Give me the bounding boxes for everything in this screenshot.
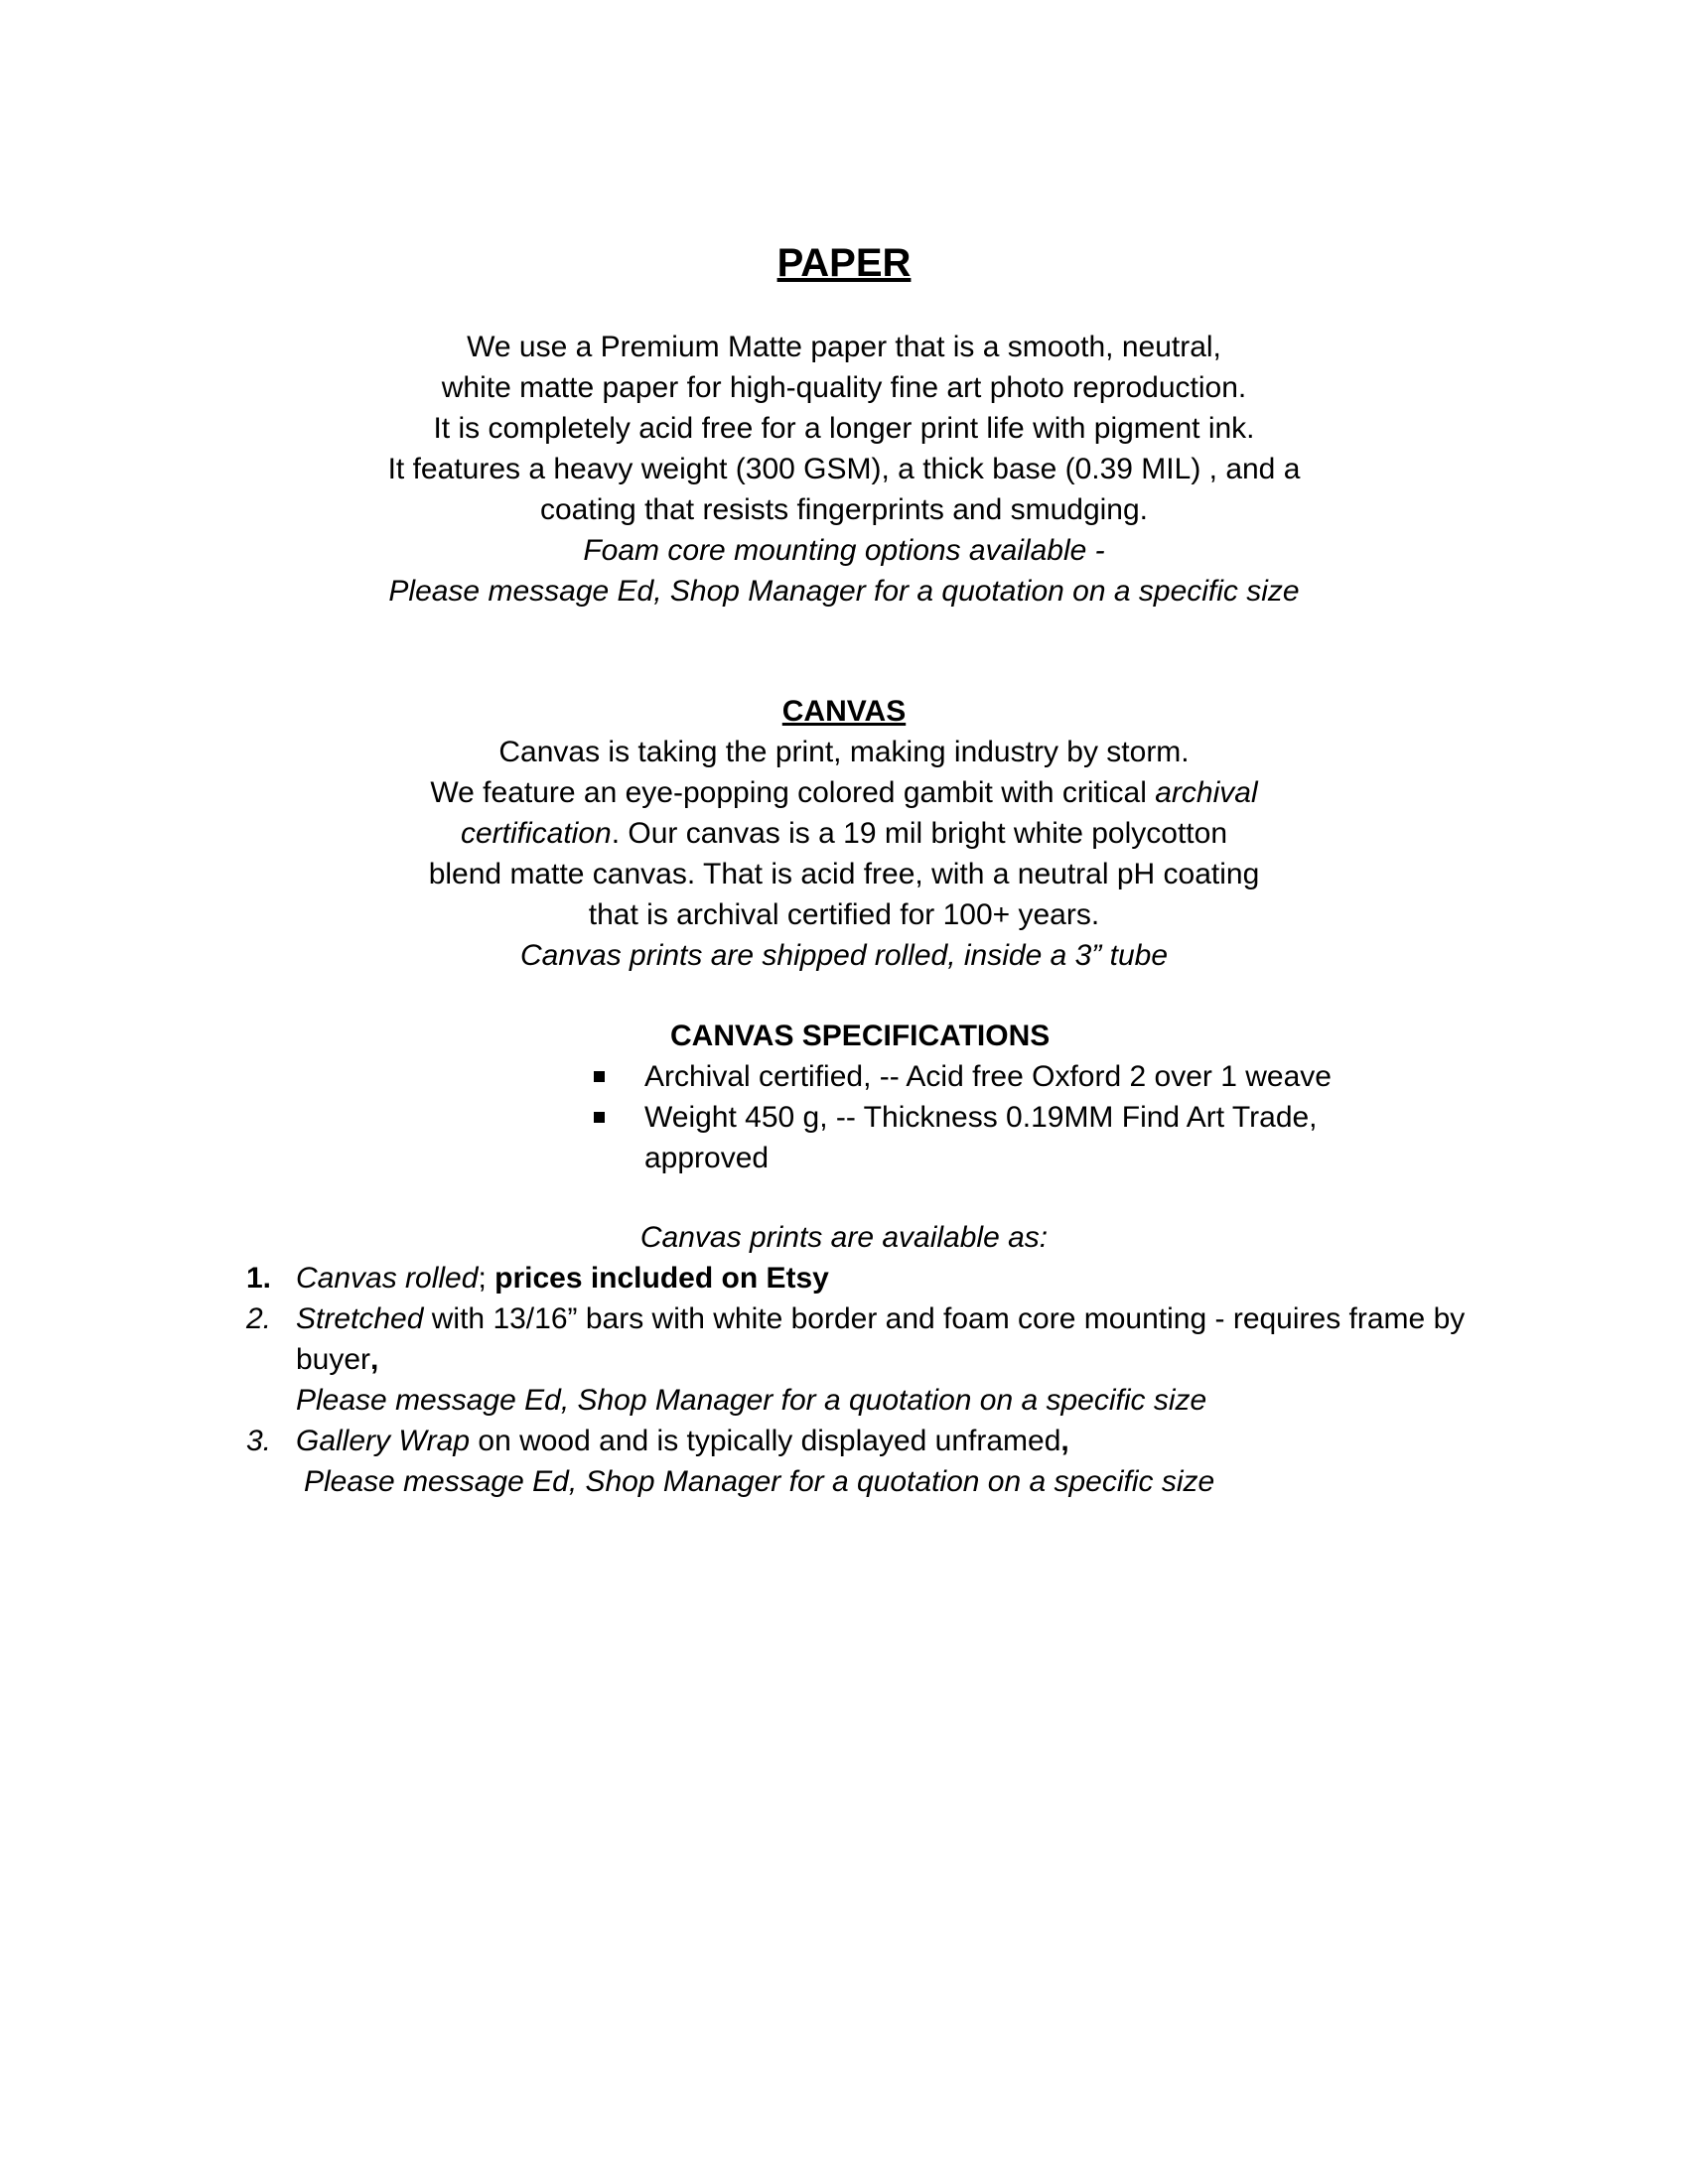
specs-heading: CANVAS SPECIFICATIONS bbox=[670, 1020, 1051, 1052]
canvas-line-3-certification: certification bbox=[460, 817, 612, 850]
list-number: 2. bbox=[246, 1302, 272, 1335]
list-number: 3. bbox=[246, 1425, 272, 1457]
canvas-line-2 bbox=[0, 773, 1688, 813]
canvas-line-3 bbox=[0, 814, 1688, 854]
list-item-text: Canvas rolled; prices included on Etsy bbox=[296, 1262, 829, 1295]
list-item-note: Please message Ed, Shop Manager for a quotation on a specific size bbox=[304, 1465, 1215, 1498]
canvas-line-2-archival: archival bbox=[1155, 776, 1258, 809]
canvas-line-2-text: We feature an eye-popping colored gambit with critical bbox=[430, 776, 1156, 809]
square-bullet-icon bbox=[594, 1071, 605, 1082]
list-item-text: Gallery Wrap on wood and is typically displayed unframed, bbox=[296, 1425, 1069, 1457]
paper-heading: PAPER bbox=[776, 241, 912, 285]
canvas-line-5: that is archival certified for 100+ years. bbox=[588, 898, 1100, 931]
list-item-text: Stretched with 13/16” bars with white border and foam core mounting - requires frame by bbox=[296, 1302, 1466, 1335]
paper-quotation-note: Please message Ed, Shop Manager for a quotation on a specific size bbox=[388, 575, 1300, 608]
canvas-line-4: blend matte canvas. That is acid free, with a neutral pH coating bbox=[428, 858, 1260, 890]
spec-bullet-text: Weight 450 g, -- Thickness 0.19MM Find Art Trade, bbox=[644, 1101, 1318, 1134]
square-bullet-icon bbox=[594, 1112, 605, 1123]
paper-line-2: white matte paper for high-quality fine art photo reproduction. bbox=[441, 371, 1247, 404]
canvas-shipping-note: Canvas prints are shipped rolled, inside a 3” tube bbox=[519, 939, 1169, 972]
list-number: 1. bbox=[246, 1262, 272, 1295]
canvas-heading: CANVAS bbox=[781, 695, 907, 728]
paper-mounting-note: Foam core mounting options available - bbox=[583, 534, 1105, 567]
spec-bullet-text: Archival certified, -- Acid free Oxford 2 over 1 weave bbox=[644, 1060, 1332, 1093]
canvas-line-1: Canvas is taking the print, making industry by storm. bbox=[498, 736, 1190, 768]
canvas-line-3-text: . Our canvas is a 19 mil bright white polycotton bbox=[611, 817, 1228, 850]
availability-intro: Canvas prints are available as: bbox=[639, 1221, 1049, 1254]
paper-line-1: We use a Premium Matte paper that is a smooth, neutral, bbox=[467, 331, 1221, 363]
paper-line-4: It features a heavy weight (300 GSM), a thick base (0.39 MIL) , and a bbox=[387, 453, 1301, 485]
spec-bullet-text: approved bbox=[644, 1142, 770, 1174]
list-item-note: Please message Ed, Shop Manager for a quotation on a specific size bbox=[296, 1384, 1207, 1417]
paper-line-3: It is completely acid free for a longer print life with pigment ink. bbox=[433, 412, 1255, 445]
list-item-text: buyer, bbox=[296, 1343, 379, 1376]
paper-line-5: coating that resists fingerprints and smudging. bbox=[540, 493, 1148, 526]
